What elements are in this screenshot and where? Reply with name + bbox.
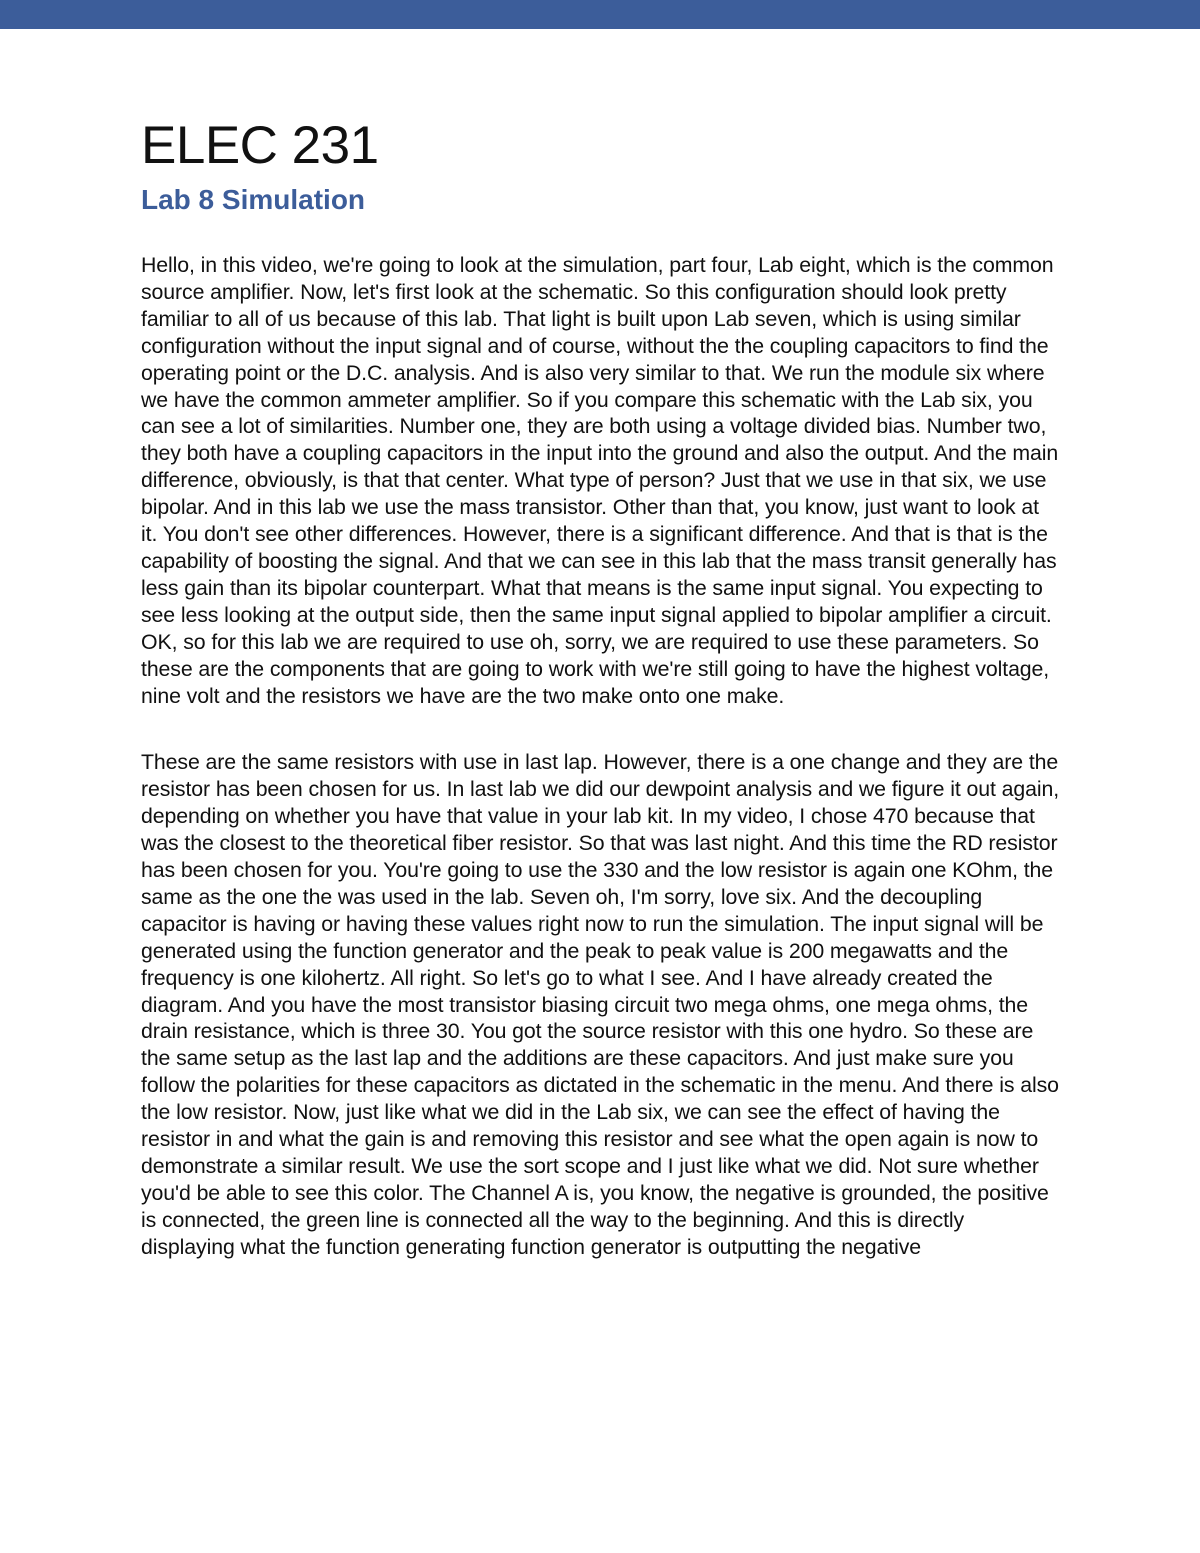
document-title: ELEC 231: [141, 116, 379, 175]
paragraph-1: Hello, in this video, we're going to look at the simulation, part four, Lab eight, which is the common source amplifier. Now, let's first look at the schematic. So this configuration should look pretty familiar to all of us because of this lab. That light is built upon Lab seven, which is using similar configuration without the input signal and of course, without the the coupling capacitors to find the operating point or the D.C. analysis. And is also very similar to that. We run the module six where we have the common ammeter amplifier. So if you compare this schematic with the Lab six, you can see a lot of similarities. Number one, they are both using a voltage divided bias. Number two, they both have a coupling capacitors in the input into the ground and also the output. And the main difference, obviously, is that that center. What type of person? Just that we use in that six, we use bipolar. And in this lab we use the mass transistor. Other than that, you know, just want to look at it. You don't see other differences. However, there is a significant difference. And that is that is the capability of boosting the signal. And that we can see in this lab that the mass transit generally has less gain than its bipolar counterpart. What that means is the same input signal. You expecting to see less looking at the output side, then the same input signal applied to bipolar amplifier a circuit. OK, so for this lab we are required to use oh, sorry, we are required to use these parameters. So these are the components that are going to work with we're still going to have the highest voltage, nine volt and the resistors we have are the two make onto one make.: [141, 253, 1059, 708]
document-subtitle: Lab 8 Simulation: [141, 184, 366, 215]
document-page: [141, 112, 1061, 1301]
paragraph-2: These are the same resistors with use in last lap. However, there is a one change and they are the resistor has been chosen for us. In last lab we did our dewpoint analysis and we figure it out again, depending on whether you have that value in your lab kit. In my video, I chose 470 because that was the closest to the theoretical fiber resistor. So that was last night. And this time the RD resistor has been chosen for you. You're going to use the 330 and the low resistor is again one KOhm, the same as the one the was used in the lab. Seven oh, I'm sorry, love six. And the decoupling capacitor is having or having these values right now to run the simulation. The input signal will be generated using the function generator and the peak to peak value is 200 megawatts and the frequency is one kilohertz. All right. So let's go to what I see. And I have already created the diagram. And you have the most transistor biasing circuit two mega ohms, one mega ohms, the drain resistance, which is three 30. You got the source resistor with this one hydro. So these are the same setup as the last lap and the additions are these capacitors. And just make sure you follow the polarities for these capacitors as dictated in the schematic in the menu. And there is also the low resistor. Now, just like what we did in the Lab six, we can see the effect of having the resistor in and what the gain is and removing this resistor and see what the open again is now to demonstrate a similar result. We use the sort scope and I just like what we did. Not sure whether you'd be able to see this color. The Channel A is, you know, the negative is grounded, the positive is connected, the green line is connected all the way to the beginning. And this is directly displaying what the function generating function generator is outputting the negative: [141, 750, 1060, 1259]
header-bar: [0, 0, 1200, 29]
